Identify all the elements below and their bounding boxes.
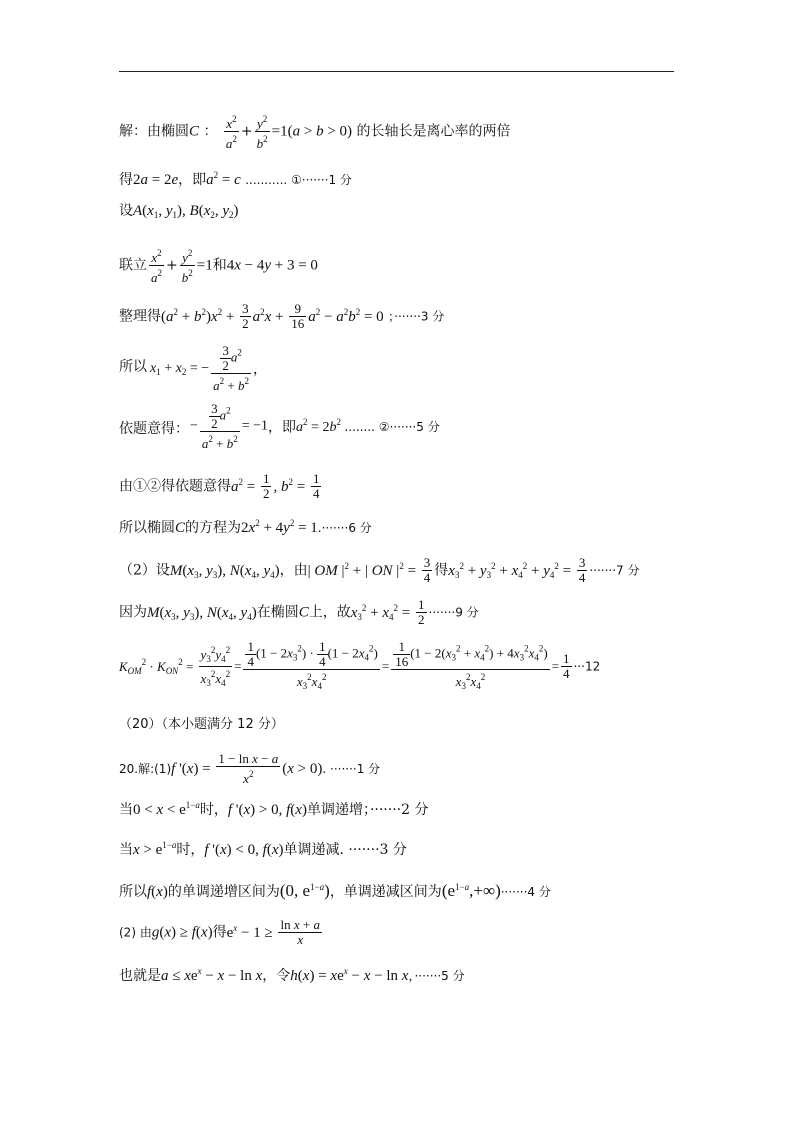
section-heading-20: （20）（本小题满分 12 分）	[119, 717, 284, 732]
score-note: ........ ②·······5 分	[344, 420, 440, 434]
text: 整理得	[119, 308, 161, 325]
solution-20-line-4: 所以f(x)的单调递增区间为(0, $e^{1-a}$)，单调递减区间为$(e^{1-a},+\infty)\cdot\cdot\cdot\cdot\cdot\cdot\cdot 4$ 分	[119, 881, 551, 900]
text: 得	[119, 172, 133, 188]
text: 上，故	[308, 604, 351, 621]
solution-line-1: 解：由椭圆C ： $\frac{x^2}{a^2}$ + $\frac{y^2}{b^2}$ =1(a > b > 0) 的长轴长是离心率的两倍	[119, 114, 511, 151]
solution-20-line-3: 当$x > e^{1-a}$时，f '(x) < 0, f(x)单调递减. ·······3 分	[119, 840, 407, 858]
solution-line-6	[119, 358, 147, 376]
score-note: . ·······1 分	[322, 762, 381, 776]
text: 时，	[176, 842, 205, 858]
text: 当	[119, 842, 133, 858]
solution-line-3: 设$A(x_1$, $y_1$), $B(x_2$, $y_2$)	[119, 203, 239, 220]
text: ，令	[262, 968, 291, 984]
text: 因为	[119, 604, 147, 621]
text: 由①②得依题意得	[119, 478, 231, 495]
header-rule	[119, 71, 674, 72]
solution-line-5: 整理得$(a^2 + b^2)x^2$ + $\frac{3}{2}$ $a^2x$ + $\frac{9}{16}$ $a^2 - a^2b^2 = 0$ ；·······3 分	[119, 301, 445, 331]
text: 解：由椭圆	[119, 123, 189, 140]
text: （2）设	[119, 562, 170, 579]
text: 在椭圆	[256, 604, 299, 621]
text: ，由	[279, 562, 308, 579]
text: ，单调递减区间为	[329, 884, 442, 900]
text: 单调递增；·······2 分	[306, 802, 429, 818]
condition-formula: − $\frac{3}{2}$ $a^2$ $a^2 + b^2$ = −1，即$a^2 = 2b^2$ ........ ②·······5 分	[190, 401, 440, 451]
sum-formula: $x_1 + x_2$ = − $\frac{3}{2}$ $a^2$ $a^2 + b^2$ ，	[150, 343, 267, 393]
score-note: .·······6 分	[317, 521, 372, 535]
solution-line-10: （2）设$M(x_3$, $y_3$), $N(x_4$, $y_4$)，由| OM $|^2$ + | ON $|^2$ = $\frac{3}{4}$ 得$x_3^2 + y_3^2 + x_4^2 + y_4^2$ = $\frac{3}{4}$ ·······7 分	[119, 555, 640, 585]
text: 时，	[199, 802, 228, 818]
text: 得	[434, 562, 449, 579]
text: 所以椭圆	[119, 520, 175, 536]
solution-20-line-1: 20.解:(1)f '(x) = $\frac{\text{1 − ln x − a}}{x^2}$ (x > 0). ·······1 分	[119, 751, 381, 786]
score-note: ···12	[573, 659, 601, 674]
text: 和	[212, 257, 227, 274]
solution-20-line-2: 当$0 < x < e^{1-a}$时，f '(x) > 0, f(x)单调递增；·······2 分	[119, 800, 429, 818]
text: 设	[119, 203, 133, 219]
text: 单调递减. ·······3 分	[283, 842, 407, 858]
text: 所以	[119, 884, 147, 900]
score-note: ·······4 分	[500, 885, 551, 899]
text: 联立	[119, 257, 147, 274]
score-note: ·······9 分	[428, 605, 479, 620]
text: 所以	[119, 359, 147, 375]
text: 20.解:(1)	[119, 762, 172, 776]
slope-product-formula: $K_{OM}^2 \cdot K_{ON}^2$ = $\frac{y_3^2y_4^2}{x_3^2x_4^2}$ = $\frac{1}{4}$ $(1 - 2x_3^2)$ · $\frac{1}{4}$ $(1 - 2x_4^2)$ $x_3^2x_4^2$ = $\frac{1}{16}$ $(1 - 2(x_3^2 + x_4^2) + 4x_3^2x_4^2)$ $x_3^2x_4^2$ = $\frac{1}{4}$ ···12	[119, 639, 601, 691]
solution-line-11: 因为$M(x_3$, $y_3$), $N(x_4$, $y_4$)在椭圆C上，故$x_3^2 + x_4^2$ = $\frac{1}{2}$ ·······9 分	[119, 597, 479, 627]
text: 得	[212, 924, 227, 941]
solution-line-7	[119, 420, 189, 438]
text: 的长轴长是离心率的两倍	[356, 123, 511, 140]
solution-20-line-5: (2) 由g(x) ≥ f(x)得$e^x - 1$ ≥ $\frac{\text{ln x + a}}{x}$	[119, 917, 320, 947]
score-note: ·······7 分	[589, 563, 640, 578]
score-note: ，·······5 分	[408, 969, 465, 983]
solution-line-2: 得2a = 2e，即$a^2 = c$ ........... ①·······1 分	[119, 170, 352, 188]
solution-line-8: 由①②得依题意得$a^2$ = $\frac{1}{2}$ , $b^2$ = $\frac{1}{4}$	[119, 471, 320, 501]
text: 的方程为	[185, 520, 242, 536]
score-note: ；·······3 分	[388, 309, 445, 324]
solution-line-4: 联立 $\frac{x^2}{a^2}$ + $\frac{y^2}{b^2}$ =1和4x − 4y + 3 = 0	[119, 248, 318, 285]
text: 也就是	[119, 968, 161, 984]
text: ，即	[178, 172, 207, 188]
score-note: ........... ①·······1 分	[245, 173, 352, 187]
solution-20-line-6: 也就是$a \le xe^x - x - \ln x$，令$h(x) = xe^x - x - \ln x$，·······5 分	[119, 966, 465, 984]
text: 的单调递增区间为	[167, 884, 280, 900]
solution-line-9: 所以椭圆C的方程为$2x^2 + 4y^2 = 1.\cdot\cdot\cdot\cdot\cdot\cdot\cdot 6$ 分	[119, 518, 372, 536]
text: 依题意得：	[119, 421, 189, 437]
text: 当	[119, 802, 133, 818]
text: (2) 由	[119, 925, 152, 940]
text: ，即	[268, 419, 297, 436]
